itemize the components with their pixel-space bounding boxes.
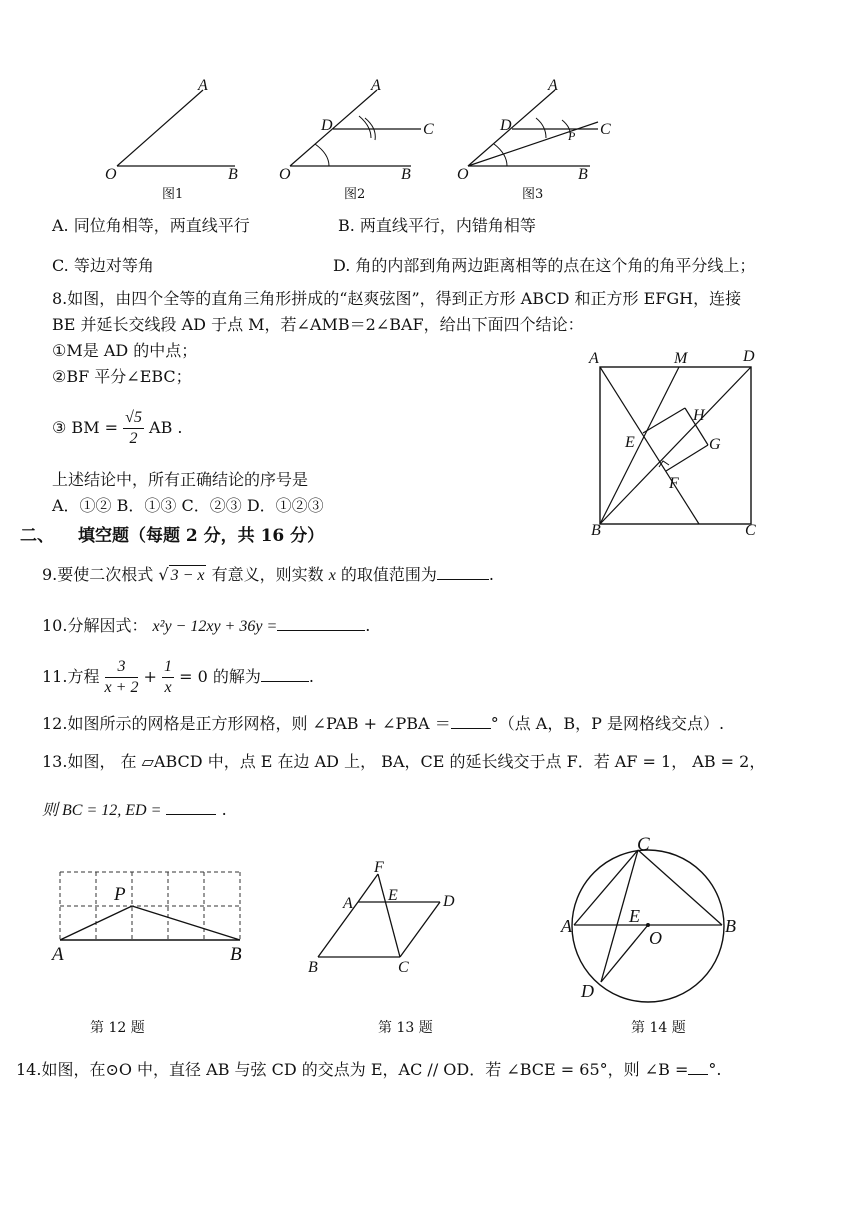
q14 — [16, 1058, 722, 1080]
q8-conclusion-3 — [52, 404, 183, 456]
zs-label-f: F — [669, 475, 679, 492]
fig13-label-f: F — [374, 859, 384, 876]
fig2-label-b: B — [401, 166, 411, 183]
zs-label-a: A — [589, 350, 599, 367]
fig3-label-b: B — [578, 166, 588, 183]
fig3-label-d: D — [500, 117, 512, 134]
fig13-label-e: E — [388, 887, 398, 904]
figure-3 — [450, 78, 630, 208]
q11-fraction-1-den: x + 2 — [104, 679, 139, 696]
q13-line-2-text: 则 BC = 12, ED = — [42, 802, 162, 819]
figure-1 — [95, 78, 255, 208]
q11-fraction-1-num: 3 — [105, 657, 139, 678]
q11-end: . — [308, 667, 314, 686]
zs-label-e: E — [625, 434, 635, 451]
q7-option-a: A. 同位角相等，两直线平行 — [52, 216, 250, 235]
figure-zhao-shuang — [585, 345, 770, 545]
zs-label-c: C — [745, 522, 756, 539]
q7-option-c: C. 等边对等角 — [52, 256, 154, 275]
figure-14 — [555, 832, 755, 1042]
fig12-label-b: B — [230, 944, 242, 965]
q10-prefix: 10.分解因式： — [42, 616, 148, 635]
fig2-label-a: A — [371, 78, 381, 94]
fig13-label-b: B — [308, 959, 318, 976]
fig14-label-c: C — [637, 834, 650, 855]
q11-prefix: 11.方程 — [42, 667, 100, 686]
fig2-label-o: O — [279, 166, 291, 183]
q9-radical: √ 3 − x — [158, 565, 205, 584]
zs-label-g: G — [709, 436, 721, 453]
q9-answer-blank[interactable] — [437, 563, 489, 580]
q8-conclusion-3-prefix: ③ BM = — [52, 418, 119, 437]
fig12-caption: 第 12 题 — [90, 1020, 145, 1036]
q11-plus: + — [143, 667, 157, 686]
q9-radicand: 3 − x — [170, 567, 205, 584]
q7-option-d: D. 角的内部到角两边距离相等的点在这个角的角平分线上； — [333, 256, 756, 275]
q12-text: 12.如图所示的网格是正方形网格，则 ∠PAB + ∠PBA ＝ — [42, 714, 451, 733]
q12-end: °（点 A，B，P 是网格线交点）. — [490, 714, 725, 733]
q10 — [42, 614, 370, 637]
zs-label-d: D — [743, 348, 755, 365]
q9-middle: 有意义，则实数 — [211, 565, 324, 584]
fig14-label-b: B — [725, 916, 736, 936]
q14-answer-blank[interactable] — [688, 1058, 708, 1075]
q8-line-2: BE 并延长交线段 AD 于点 M，若∠AMB＝2∠BAF，给出下面四个结论： — [52, 315, 584, 334]
q11-fraction-1 — [105, 657, 139, 698]
q13-answer-blank[interactable] — [166, 798, 216, 815]
zs-label-b: B — [591, 522, 601, 539]
fig3-label-p: P — [568, 129, 576, 143]
q11-fraction-2-num: 1 — [162, 657, 174, 678]
fig14-caption: 第 14 题 — [631, 1020, 686, 1036]
q8-fraction-numerator: √5 — [123, 408, 144, 429]
q10-expression: x²y − 12xy + 36y = — [152, 618, 278, 635]
q11-fraction-2-den: x — [164, 679, 172, 696]
figure-13 — [300, 852, 470, 1042]
fig3-label-a: A — [548, 78, 558, 94]
section-2-number: 二、 — [20, 526, 54, 546]
q11-equation: = 0 的解为 — [179, 667, 261, 686]
fig3-caption: 图3 — [522, 187, 544, 202]
q10-answer-blank[interactable] — [277, 614, 365, 631]
fig13-label-d: D — [443, 893, 455, 910]
q11-fraction-2 — [162, 657, 174, 698]
zs-label-m: M — [674, 350, 688, 367]
q8-conclusion-1: ①M是 AD 的中点； — [52, 341, 198, 360]
q14-end: °. — [708, 1060, 722, 1079]
q9-var: x — [328, 567, 336, 584]
q9-suffix: 的取值范围为 — [340, 565, 437, 584]
q8-line-1: 8.如图，由四个全等的直角三角形拼成的“赵爽弦图”，得到正方形 ABCD 和正方形 EFGH，连接 — [52, 289, 742, 308]
fig13-label-a: A — [343, 895, 353, 912]
q11-answer-blank[interactable] — [261, 665, 309, 682]
q12-answer-blank[interactable] — [451, 712, 491, 729]
fig1-label-a: A — [198, 78, 208, 94]
q9-prefix: 9.要使二次根式 — [42, 565, 154, 584]
fig14-label-e: E — [629, 906, 640, 926]
fig14-label-a: A — [561, 916, 572, 936]
q9-end: . — [488, 565, 494, 584]
fig14-label-d: D — [581, 981, 594, 1001]
fig3-label-c: C — [600, 121, 611, 138]
q12 — [42, 712, 724, 734]
q8-conclusion-3-fraction — [123, 408, 144, 449]
fig13-caption: 第 13 题 — [378, 1020, 433, 1036]
fig13-label-c: C — [398, 959, 409, 976]
q8-fraction-denominator: 2 — [129, 430, 138, 447]
q13-end: . — [221, 800, 227, 819]
q7-option-b: B. 两直线平行，内错角相等 — [338, 216, 536, 235]
q9 — [42, 563, 494, 586]
q14-text: 14.如图，在⊙O 中，直径 AB 与弦 CD 的交点为 E，AC // OD．若 ∠BCE = 65°，则 ∠B = — [16, 1060, 689, 1079]
q8-question: 上述结论中，所有正确结论的序号是 — [52, 470, 309, 489]
fig12-label-p: P — [114, 884, 126, 905]
q11 — [42, 652, 314, 702]
figure-2 — [273, 78, 453, 208]
fig2-label-c: C — [423, 121, 434, 138]
fig1-label-b: B — [228, 166, 238, 183]
q8-options: A．①② B．①③ C．②③ D．①②③ — [52, 496, 324, 515]
fig3-label-o: O — [457, 166, 469, 183]
fig1-caption: 图1 — [162, 187, 184, 202]
fig14-label-o: O — [649, 928, 662, 948]
fig2-caption: 图2 — [344, 187, 366, 202]
q8-conclusion-3-suffix: AB . — [149, 418, 183, 437]
section-2-title: 填空题（每题 2 分，共 16 分） — [78, 526, 325, 546]
zs-label-h: H — [693, 407, 705, 424]
figure-12 — [40, 860, 260, 1040]
fig12-label-a: A — [52, 944, 64, 965]
fig1-label-o: O — [105, 166, 117, 183]
fig2-label-d: D — [321, 117, 333, 134]
q10-end: . — [365, 616, 371, 635]
q13-line-2 — [42, 798, 227, 821]
q8-conclusion-2: ②BF 平分∠EBC； — [52, 367, 192, 386]
q13-line-1: 13.如图， 在 ▱ABCD 中，点 E 在边 AD 上， BA，CE 的延长线交于点 F．若 AF = 1， AB = 2， — [42, 752, 766, 771]
